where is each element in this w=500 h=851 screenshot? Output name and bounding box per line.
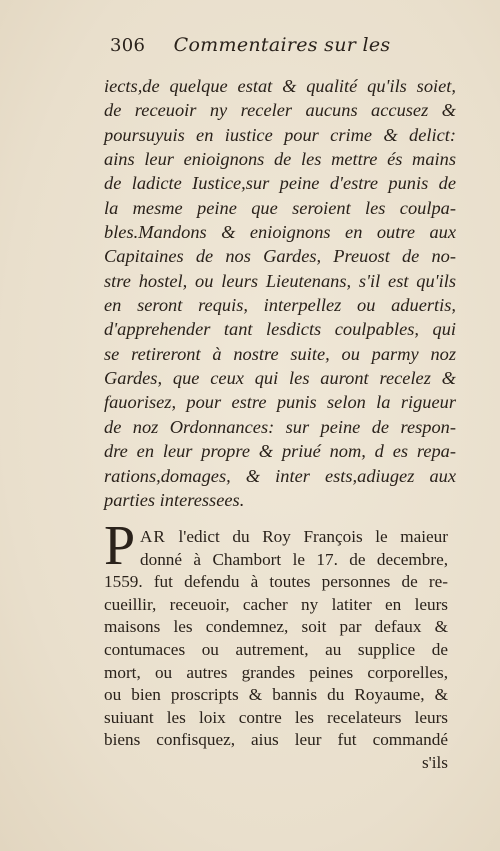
italic-line: ains leur enioignons de les mettre és mains (104, 149, 456, 170)
roman-line: maisons les condemnez, soit par defaux & (104, 617, 448, 637)
italic-line: d'apprehender tant lesdicts coulpables, qui (104, 319, 456, 340)
catchword: s'ils (421, 752, 448, 772)
running-title: Commentaires sur les (173, 34, 391, 56)
drop-cap: P (104, 515, 136, 577)
roman-line: 1559. fut defendu à toutes personnes de re- (104, 572, 448, 592)
running-head (110, 34, 390, 56)
italic-line: bles.Mandons & enioignons en outre aux (104, 222, 456, 243)
roman-line: donné à Chambort le 17. de decembre, (140, 549, 448, 569)
italic-line: de noz Ordonnances: sur peine de respon- (104, 416, 456, 437)
italic-line: se retireront à nostre suite, ou parmy noz (104, 343, 456, 364)
italic-line: parties interessees. (104, 489, 245, 510)
roman-line-text: l'edict du Roy François le maieur (178, 527, 449, 546)
roman-line: suiuant les loix contre les recelateurs leurs (104, 707, 448, 727)
roman-line: cueillir, receuoir, cacher ny latiter en leurs (104, 594, 448, 614)
commentary-paragraph (104, 526, 448, 775)
roman-line: mort, ou autres grandes peines corporelles, (104, 662, 448, 682)
first-word-rest: AR (140, 527, 166, 546)
italic-line: rations,domages, & inter ests,adiugez aux (104, 465, 456, 486)
italic-line: stre hostel, ou leurs Lieutenans, s'il est qu'ils (104, 270, 456, 291)
italic-line: dre en leur propre & priué nom, d es repa- (104, 441, 456, 462)
roman-line: contumaces ou autrement, au supplice de (104, 639, 448, 659)
italic-line: de receuoir ny receler aucuns accusez & (104, 100, 456, 121)
italic-line: la mesme peine que seroient les coulpa- (104, 197, 456, 218)
page-number: 306 (110, 35, 146, 56)
roman-line: biens confisquez, aius leur fut commandé (104, 730, 448, 750)
italic-line: en seront requis, interpellez ou aduertis, (104, 295, 456, 316)
italic-line: Capitaines de nos Gardes, Preuost de no- (104, 246, 456, 267)
roman-line: ou bien proscripts & bannis du Royaume, & (104, 685, 448, 705)
italic-line: fauorisez, pour estre punis selon la rigueur (104, 392, 456, 413)
italic-ordinance-text (104, 74, 456, 512)
italic-line: de ladicte Iustice,sur peine d'estre punis de (104, 173, 456, 194)
italic-line: Gardes, que ceux qui les auront recelez & (104, 368, 456, 389)
roman-line (104, 526, 448, 549)
italic-line: iects,de quelque estat & qualité qu'ils soiet, (104, 76, 456, 96)
italic-line: poursuyuis en iustice pour crime & delict: (104, 124, 456, 145)
